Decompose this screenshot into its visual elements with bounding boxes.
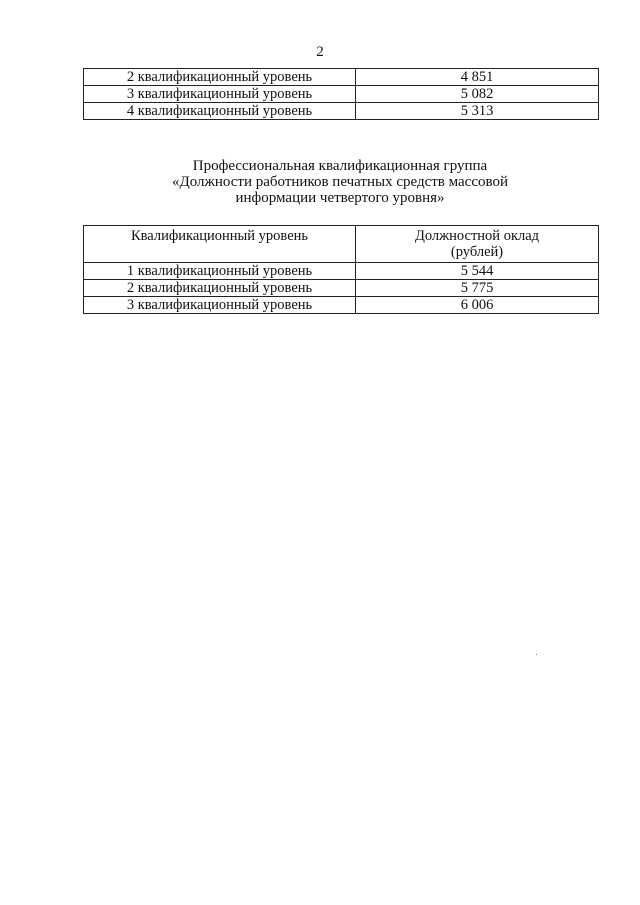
column-header-salary-unit: (рублей) (450, 244, 504, 260)
table-header-row (84, 226, 599, 263)
salary-cell: 5 082 (356, 86, 599, 103)
level-cell: 4 квалификационный уровень (84, 103, 356, 120)
salary-cell: 5 313 (356, 103, 599, 120)
level-cell: 2 квалификационный уровень (84, 280, 356, 297)
level-cell: 3 квалификационный уровень (84, 297, 356, 314)
salary-table-continued (83, 68, 599, 120)
table-row (84, 297, 599, 314)
salary-cell: 5 775 (356, 280, 599, 297)
salary-cell: 6 006 (356, 297, 599, 314)
table-row (84, 86, 599, 103)
column-header-salary (356, 226, 599, 263)
group-title-line: Профессиональная квалификационная группа (192, 158, 488, 174)
column-header-level: Квалификационный уровень (84, 226, 356, 263)
table-row (84, 69, 599, 86)
group-title-line: информации четвертого уровня» (235, 190, 445, 206)
scan-speck (536, 654, 537, 655)
table-row (84, 103, 599, 120)
salary-cell: 4 851 (356, 69, 599, 86)
group-title (150, 158, 530, 206)
group-title-line: «Должности работников печатных средств массовой (171, 174, 509, 190)
table-row (84, 280, 599, 297)
level-cell: 2 квалификационный уровень (84, 69, 356, 86)
level-cell: 1 квалификационный уровень (84, 263, 356, 280)
page-number: 2 (316, 44, 324, 60)
column-header-salary-line: Должностной оклад (414, 228, 540, 244)
level-cell: 3 квалификационный уровень (84, 86, 356, 103)
salary-cell: 5 544 (356, 263, 599, 280)
table-row (84, 263, 599, 280)
salary-table (83, 225, 599, 314)
